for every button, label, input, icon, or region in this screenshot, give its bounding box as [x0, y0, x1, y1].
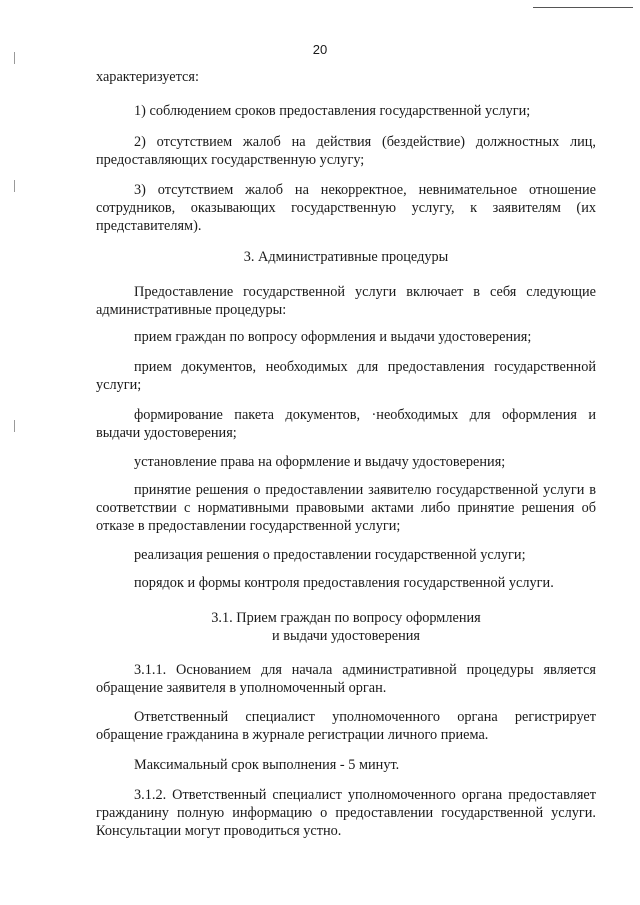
procedure-item: прием документов, необходимых для предоставления государственной услуги; [96, 359, 596, 393]
procedure-item: порядок и формы контроля предоставления государственной услуги. [134, 575, 554, 591]
paragraph: 3.1.1. Основанием для начала административной процедуры является обращение заявителя в уполномоченный орган. [96, 662, 596, 696]
paragraph: Предоставление государственной услуги включает в себя следующие административные процедуры: [96, 284, 596, 318]
subsection-heading-line1: 3.1. Прием граждан по вопросу оформления [211, 610, 481, 626]
list-item-3: 3) отсутствием жалоб на некорректное, невнимательное отношение сотрудников, оказывающих государственную услугу, к заявителям (их представителям). [96, 182, 596, 234]
list-item-1: 1) соблюдением сроков предоставления государственной услуги; [134, 103, 531, 119]
paragraph: характеризуется: [96, 69, 199, 85]
procedure-item: прием граждан по вопросу оформления и выдачи удостоверения; [134, 329, 532, 345]
procedure-item: реализация решения о предоставлении государственной услуги; [134, 547, 526, 563]
subsection-heading-line2: и выдачи удостоверения [271, 628, 420, 644]
list-item-2: 2) отсутствием жалоб на действия (бездействие) должностных лиц, предоставляющих государственную услугу; [96, 134, 596, 168]
paragraph: Максимальный срок выполнения - 5 минут. [134, 757, 400, 773]
paragraph: Ответственный специалист уполномоченного органа регистрирует обращение гражданина в журнале регистрации личного приема. [96, 709, 596, 743]
paragraph: 3.1.2. Ответственный специалист уполномоченного органа предоставляет гражданину полную информацию о предоставлении государственной услуги. Консультации могут проводиться устно. [96, 787, 596, 839]
section-heading: 3. Административные процедуры [243, 249, 449, 265]
procedure-item: принятие решения о предоставлении заявителю государственной услуги в соответствии с нормативными правовыми актами либо принятие решения об отказе в предоставлении государственной услуги; [96, 482, 596, 534]
page-number: 20 [312, 42, 328, 57]
top-rule [533, 7, 633, 8]
procedure-item: формирование пакета документов, ·необходимых для оформления и выдачи удостоверения; [96, 407, 596, 441]
margin-mark [14, 180, 15, 192]
margin-mark [14, 420, 15, 432]
procedure-item: установление права на оформление и выдачу удостоверения; [134, 454, 506, 470]
